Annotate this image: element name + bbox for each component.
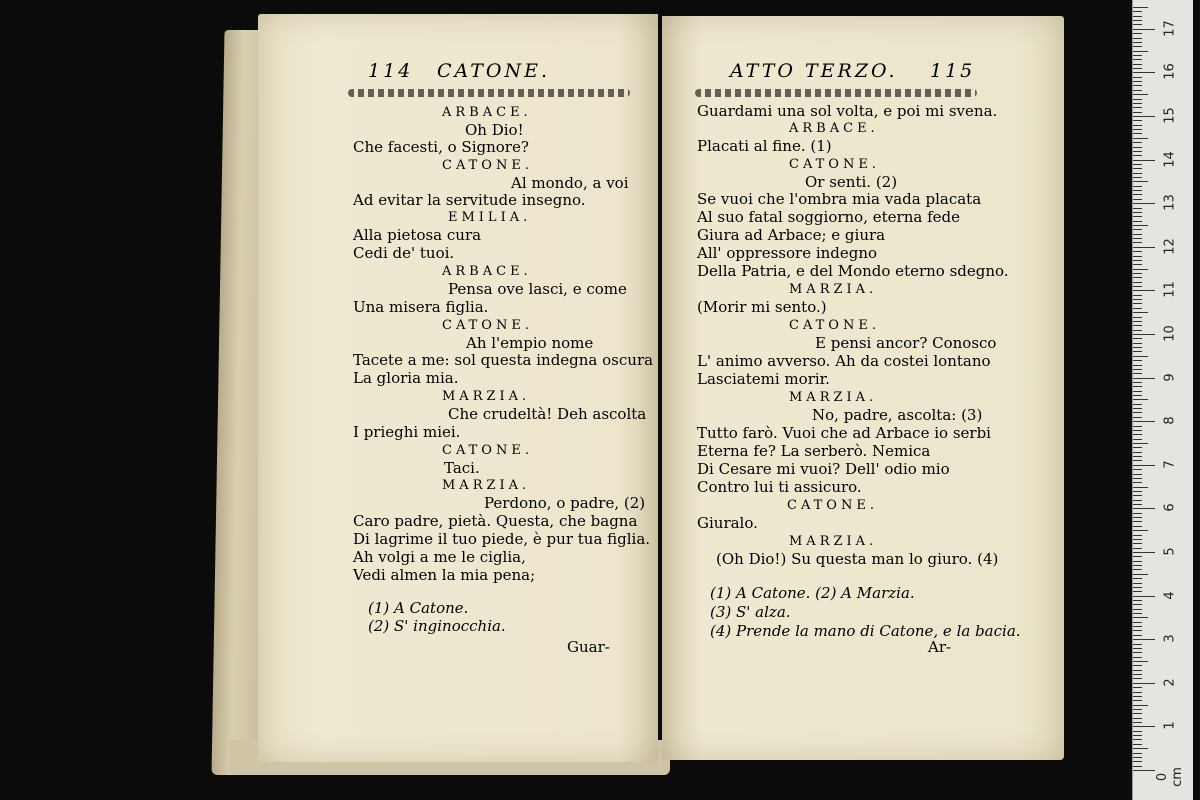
footnote: (4) Prende la mano di Catone, e la bacia. [710, 622, 1021, 640]
verse-line: Giura ad Arbace; e giura [697, 226, 886, 244]
ruler-tick [1133, 561, 1142, 562]
ruler-tick [1133, 194, 1142, 195]
ruler-tick [1133, 343, 1142, 344]
ruler-tick [1133, 726, 1155, 727]
ruler-tick [1133, 33, 1142, 34]
ruler-tick [1133, 277, 1142, 278]
ruler-label: 0 cm [1155, 767, 1185, 787]
right-page-number: 115 [930, 60, 976, 82]
ruler-tick [1133, 365, 1142, 366]
ruler-tick [1133, 648, 1142, 649]
ruler-tick [1133, 299, 1142, 300]
ruler-tick [1133, 208, 1142, 209]
speaker-name: ARBACE. [789, 121, 879, 136]
verse-line: Guardami una sol volta, e poi mi svena. [697, 102, 998, 120]
verse-line: Ah volgi a me le ciglia, [353, 548, 526, 566]
right-header-ornament [695, 89, 977, 97]
ruler-tick [1133, 630, 1142, 631]
ruler-tick [1133, 273, 1142, 274]
ruler-tick [1133, 133, 1142, 134]
ruler-tick [1133, 478, 1142, 479]
verse-line: Vedi almen la mia pena; [353, 566, 536, 584]
ruler-tick [1133, 369, 1142, 370]
verse-line: Al suo fatal soggiorno, eterna fede [697, 208, 960, 226]
verse-line: Lasciatemi morir. [697, 370, 830, 388]
ruler-tick [1133, 264, 1142, 265]
ruler-tick [1133, 199, 1142, 200]
ruler-tick [1133, 107, 1142, 108]
speaker-name: CATONE. [789, 157, 880, 172]
speaker-name: ARBACE. [442, 264, 532, 279]
ruler-tick [1133, 116, 1155, 117]
ruler-tick [1133, 325, 1142, 326]
ruler-tick [1133, 242, 1142, 243]
ruler-tick [1133, 635, 1142, 636]
ruler-tick [1133, 90, 1142, 91]
ruler-tick [1133, 168, 1142, 169]
ruler-tick [1133, 351, 1142, 352]
speaker-name: MARZIA. [789, 390, 878, 405]
right-running-title: ATTO TERZO. [730, 60, 898, 82]
ruler-label: 10 [1162, 325, 1178, 342]
ruler-tick [1133, 565, 1142, 566]
ruler-tick [1133, 683, 1155, 684]
ruler-tick [1133, 251, 1142, 252]
verse-line: Una misera figlia. [353, 298, 489, 316]
verse-line: Che facesti, o Signore? [353, 138, 529, 156]
verse-line: Al mondo, a voi [511, 174, 629, 192]
ruler-tick [1133, 700, 1142, 701]
speaker-name: CATONE. [442, 158, 533, 173]
ruler-tick [1133, 430, 1142, 431]
ruler-tick [1133, 125, 1142, 126]
ruler-tick [1133, 539, 1142, 540]
ruler-tick [1133, 46, 1142, 47]
ruler-tick [1133, 373, 1142, 374]
ruler-label: 2 [1162, 678, 1178, 687]
ruler-tick [1133, 504, 1142, 505]
ruler-tick [1133, 761, 1142, 762]
ruler-tick [1133, 443, 1148, 444]
ruler-tick [1133, 94, 1148, 95]
ruler-tick [1133, 609, 1142, 610]
ruler-tick [1133, 447, 1142, 448]
ruler-tick [1133, 709, 1142, 710]
ruler-tick [1133, 295, 1142, 296]
ruler-tick [1133, 670, 1142, 671]
ruler-tick [1133, 456, 1142, 457]
ruler-tick [1133, 338, 1142, 339]
verse-line: Tacete a me: sol questa indegna oscura [353, 351, 654, 369]
ruler-tick [1133, 308, 1142, 309]
ruler-tick [1133, 55, 1142, 56]
ruler-tick [1133, 552, 1155, 553]
ruler-tick [1133, 38, 1142, 39]
verse-line: Cedi de' tuoi. [353, 244, 455, 262]
verse-line: Tutto farò. Vuoi che ad Arbace io serbi [697, 424, 991, 442]
ruler-tick [1133, 604, 1142, 605]
ruler-tick [1133, 330, 1142, 331]
ruler-label: 1 [1162, 721, 1178, 731]
ruler-tick [1133, 399, 1148, 400]
ruler-tick [1133, 574, 1148, 575]
verse-line: Contro lui ti assicuro. [697, 478, 862, 496]
ruler-tick [1133, 151, 1142, 152]
ruler-tick [1133, 439, 1142, 440]
ruler-tick [1133, 535, 1142, 536]
ruler-tick [1133, 382, 1142, 383]
ruler-tick [1133, 622, 1142, 623]
ruler-tick [1133, 303, 1142, 304]
ruler-tick [1133, 718, 1142, 719]
ruler-tick [1133, 748, 1148, 749]
ruler-tick [1133, 739, 1142, 740]
ruler-label: 11 [1162, 281, 1178, 299]
ruler-tick [1133, 190, 1142, 191]
verse-line: Ad evitar la servitude insegno. [353, 191, 586, 209]
ruler-tick [1133, 256, 1142, 257]
ruler-tick [1133, 770, 1155, 771]
ruler-tick [1133, 378, 1155, 379]
ruler-tick [1133, 626, 1142, 627]
verse-line: (Oh Dio!) Su questa man lo giuro. (4) [716, 550, 999, 568]
ruler-tick [1133, 334, 1155, 335]
ruler-tick [1133, 51, 1148, 52]
ruler-tick [1133, 269, 1148, 270]
verse-line: Caro padre, pietà. Questa, che bagna [353, 512, 638, 530]
ruler-tick [1133, 692, 1142, 693]
ruler-tick [1133, 591, 1142, 592]
ruler-tick [1133, 286, 1142, 287]
ruler-tick [1133, 705, 1148, 706]
ruler-tick [1133, 173, 1142, 174]
ruler-tick [1133, 513, 1142, 514]
measurement-ruler [1132, 0, 1193, 800]
ruler-tick [1133, 386, 1142, 387]
ruler-tick [1133, 661, 1148, 662]
ruler-tick [1133, 548, 1142, 549]
verse-line: Taci. [444, 459, 480, 477]
verse-line: Se vuoi che l'ombra mia vada placata [697, 190, 982, 208]
ruler-tick [1133, 20, 1142, 21]
ruler-tick [1133, 225, 1148, 226]
ruler-tick [1133, 155, 1142, 156]
ruler-tick [1133, 290, 1155, 291]
verse-line: E pensi ancor? Conosco [815, 334, 997, 352]
verse-line: La gloria mia. [353, 369, 459, 387]
ruler-tick [1133, 500, 1142, 501]
ruler-tick [1133, 412, 1142, 413]
ruler-tick [1133, 613, 1142, 614]
ruler-tick [1133, 517, 1142, 518]
ruler-tick [1133, 99, 1142, 100]
ruler-tick [1133, 578, 1142, 579]
ruler-tick [1133, 24, 1142, 25]
verse-line: Eterna fe? La serberò. Nemica [697, 442, 931, 460]
verse-line: Che crudeltà! Deh ascolta [448, 405, 647, 423]
ruler-tick [1133, 129, 1142, 130]
ruler-tick [1133, 164, 1142, 165]
ruler-tick [1133, 652, 1142, 653]
verse-line: Perdono, o padre, (2) [484, 494, 646, 512]
ruler-label: 15 [1162, 107, 1178, 124]
ruler-tick [1133, 469, 1142, 470]
ruler-label: 5 [1162, 547, 1178, 556]
left-header-ornament [348, 89, 630, 97]
speaker-name: MARZIA. [442, 478, 531, 493]
ruler-tick [1133, 508, 1155, 509]
ruler-tick [1133, 186, 1142, 187]
ruler-tick [1133, 713, 1142, 714]
ruler-tick [1133, 234, 1142, 235]
ruler-tick [1133, 147, 1142, 148]
ruler-label: 17 [1162, 20, 1178, 37]
ruler-tick [1133, 600, 1142, 601]
ruler-tick [1133, 81, 1142, 82]
ruler-label: 16 [1162, 63, 1178, 81]
verse-line: Pensa ove lasci, e come [448, 280, 627, 298]
speaker-name: CATONE. [442, 318, 533, 333]
ruler-tick [1133, 556, 1142, 557]
ruler-tick [1133, 59, 1142, 60]
speaker-name: MARZIA. [789, 534, 878, 549]
ruler-tick [1133, 160, 1155, 161]
ruler-tick [1133, 674, 1142, 675]
ruler-tick [1133, 356, 1148, 357]
speaker-name: MARZIA. [789, 282, 878, 297]
verse-line: Or senti. (2) [805, 173, 898, 191]
ruler-tick [1133, 434, 1142, 435]
ruler-tick [1133, 757, 1142, 758]
ruler-tick [1133, 744, 1142, 745]
ruler-tick [1133, 421, 1155, 422]
ruler-tick [1133, 735, 1142, 736]
footnote: (1) A Catone. (2) A Marzia. [710, 584, 915, 602]
ruler-tick [1133, 229, 1142, 230]
ruler-tick [1133, 530, 1148, 531]
ruler-tick [1133, 282, 1142, 283]
ruler-tick [1133, 181, 1148, 182]
verse-line: No, padre, ascolta: (3) [812, 406, 983, 424]
ruler-label: 9 [1162, 372, 1178, 382]
ruler-tick [1133, 120, 1142, 121]
ruler-tick [1133, 360, 1142, 361]
ruler-tick [1133, 177, 1142, 178]
ruler-tick [1133, 395, 1142, 396]
ruler-tick [1133, 657, 1142, 658]
ruler-tick [1133, 639, 1155, 640]
ruler-tick [1133, 678, 1142, 679]
ruler-tick [1133, 221, 1142, 222]
ruler-tick [1133, 482, 1142, 483]
ruler-tick [1133, 696, 1142, 697]
ruler-tick [1133, 521, 1142, 522]
footnote: (3) S' alza. [710, 603, 791, 621]
ruler-tick [1133, 260, 1142, 261]
ruler-tick [1133, 722, 1142, 723]
verse-line: All' oppressore indegno [697, 244, 878, 262]
ruler-tick [1133, 85, 1142, 86]
ruler-tick [1133, 29, 1155, 30]
ruler-label: 4 [1162, 590, 1178, 600]
ruler-tick [1133, 417, 1142, 418]
verse-line: I prieghi miei. [353, 423, 461, 441]
ruler-tick [1133, 11, 1142, 12]
ruler-tick [1133, 426, 1142, 427]
verse-line: Giuralo. [697, 514, 758, 532]
ruler-tick [1133, 583, 1142, 584]
ruler-tick [1133, 526, 1142, 527]
ruler-tick [1133, 203, 1155, 204]
ruler-tick [1133, 42, 1142, 43]
ruler-tick [1133, 465, 1155, 466]
ruler-label: 13 [1162, 194, 1178, 211]
speaker-name: CATONE. [789, 318, 880, 333]
ruler-tick [1133, 460, 1142, 461]
ruler-tick [1133, 391, 1142, 392]
ruler-tick [1133, 64, 1142, 65]
ruler-tick [1133, 312, 1148, 313]
ruler-tick [1133, 404, 1142, 405]
speaker-name: CATONE. [442, 443, 533, 458]
ruler-tick [1133, 491, 1142, 492]
left-catchword: Guar- [567, 638, 610, 656]
footnote: (1) A Catone. [368, 599, 469, 617]
ruler-tick [1133, 543, 1142, 544]
verse-line: Alla pietosa cura [353, 226, 482, 244]
ruler-label: 8 [1162, 416, 1178, 425]
ruler-tick [1133, 77, 1142, 78]
ruler-tick [1133, 452, 1142, 453]
ruler-tick [1133, 142, 1142, 143]
footnote: (2) S' inginocchia. [368, 617, 506, 635]
ruler-tick [1133, 347, 1142, 348]
ruler-tick [1133, 766, 1142, 767]
ruler-tick [1133, 68, 1142, 69]
ruler-tick [1133, 238, 1142, 239]
ruler-tick [1133, 474, 1142, 475]
ruler-tick [1133, 16, 1142, 17]
speaker-name: MARZIA. [442, 389, 531, 404]
verse-line: L' animo avverso. Ah da costei lontano [697, 352, 991, 370]
ruler-tick [1133, 321, 1142, 322]
ruler-label: 14 [1162, 150, 1178, 168]
left-running-title: CATONE. [437, 60, 551, 82]
verse-line: Di Cesare mi vuoi? Dell' odio mio [697, 460, 950, 478]
ruler-tick [1133, 317, 1142, 318]
ruler-tick [1133, 644, 1142, 645]
ruler-tick [1133, 216, 1142, 217]
verse-line: Della Patria, e del Mondo eterno sdegno. [697, 262, 1009, 280]
verse-line: Ah l'empio nome [466, 334, 594, 352]
ruler-label: 12 [1162, 238, 1178, 255]
right-catchword: Ar- [928, 638, 952, 656]
ruler-tick [1133, 212, 1142, 213]
ruler-tick [1133, 569, 1142, 570]
ruler-tick [1133, 112, 1142, 113]
ruler-tick [1133, 103, 1142, 104]
speaker-name: CATONE. [787, 498, 878, 513]
ruler-tick [1133, 587, 1142, 588]
ruler-tick [1133, 138, 1148, 139]
verse-line: Di lagrime il tuo piede, è pur tua figlia. [353, 530, 651, 548]
speaker-name: EMILIA. [448, 210, 532, 225]
ruler-tick [1133, 247, 1155, 248]
ruler-tick [1133, 665, 1142, 666]
verse-line: Placati al fine. (1) [697, 137, 832, 155]
ruler-tick [1133, 487, 1148, 488]
ruler-tick [1133, 495, 1142, 496]
ruler-tick [1133, 596, 1155, 597]
verse-line: Oh Dio! [465, 121, 524, 139]
ruler-label: 3 [1162, 634, 1178, 643]
verse-line: (Morir mi sento.) [697, 298, 827, 316]
ruler-tick [1133, 408, 1142, 409]
ruler-tick [1133, 72, 1155, 73]
ruler-tick [1133, 731, 1142, 732]
ruler-tick [1133, 687, 1142, 688]
left-page-number: 114 [368, 60, 414, 82]
ruler-label: 7 [1162, 460, 1178, 469]
ruler-tick [1133, 7, 1148, 8]
speaker-name: ARBACE. [442, 105, 532, 120]
ruler-tick [1133, 617, 1148, 618]
ruler-label: 6 [1162, 503, 1178, 513]
ruler-tick [1133, 753, 1142, 754]
